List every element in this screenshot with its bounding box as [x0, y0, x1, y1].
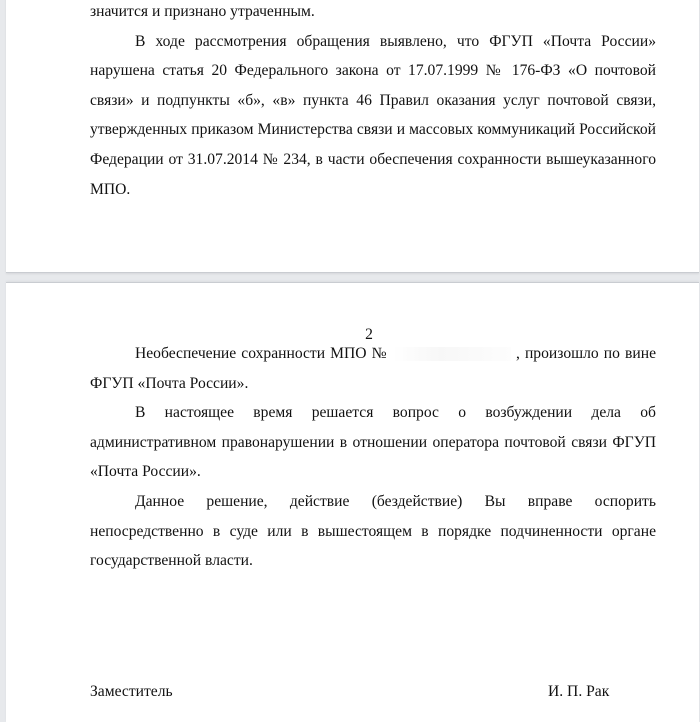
mpo-paragraph — [90, 339, 656, 398]
document-page-1 — [6, 0, 699, 273]
mpo-paragraph-start: Необеспечение сохранности МПО № — [135, 345, 388, 362]
continued-line: значится и признано утраченным. — [90, 3, 315, 20]
page-number: 2 — [365, 326, 373, 343]
signature-title: Заместитель — [90, 683, 173, 700]
page1-text — [90, 0, 656, 204]
page2-text — [90, 339, 656, 576]
redacted-number — [393, 347, 511, 361]
signature-name: И. П. Рак — [548, 683, 610, 700]
appeal-paragraph: Данное решение, действие (бездействие) Вы вправе оспорить непосредственно в суде или в вышестоящем в порядке подчиненности органе государственной власти. — [90, 492, 656, 570]
proceedings-paragraph: В настоящее время решается вопрос о возбуждении дела об административном правонарушении в отношении оператора почтовой связи ФГУП «Почта России». — [90, 404, 656, 481]
mpo-paragraph-end: , произошло по вине ФГУП «Почта России». — [90, 345, 657, 392]
violation-paragraph: В ходе рассмотрения обращения выявлено, что ФГУП «Почта России» нарушена статья 20 Федерального закона от 17.07.1999 № 176-ФЗ «О почтовой связи» и подпункты «б», «в» пункта 46 Правил оказания услуг почтовой связи, утвержденных приказом Министерства связи и массовых коммуникаций Российской Федерации от 31.07.2014 № 234, в части обеспечения сохранности вышеуказанного МПО. — [90, 32, 656, 198]
document-page-2 — [6, 282, 699, 722]
